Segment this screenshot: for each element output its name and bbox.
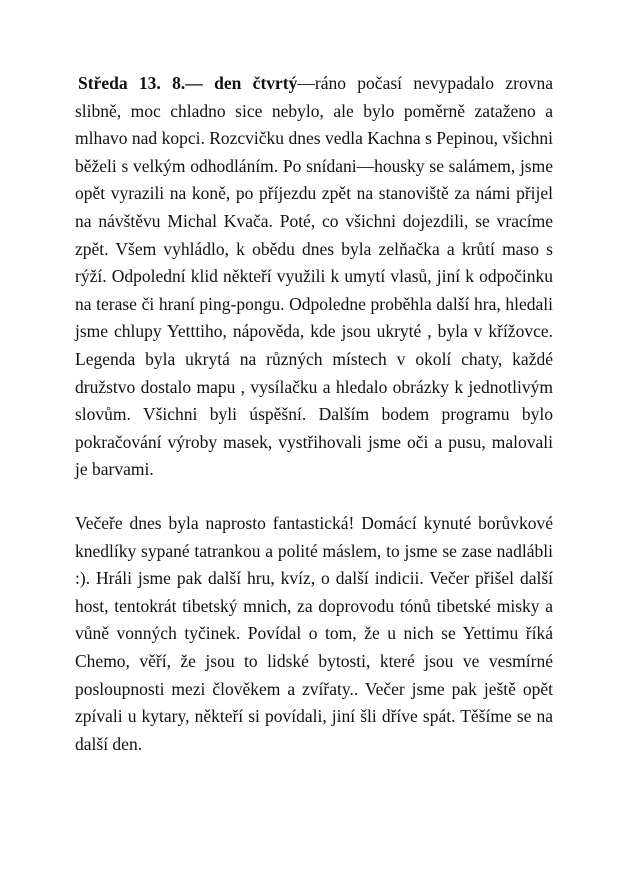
paragraph-1-text: —ráno počasí nevypadalo zrovna slibně, moc chladno sice nebylo, ale bylo poměrně zataženo a mlhavo nad kopci. Rozcvičku dnes vedla Kachna s Pepinou, všichni běželi s velkým odhodláním. Po snídani—housky se salámem, jsme opět vyrazili na koně, po příjezdu zpět na stanoviště za námi přijel na návštěvu Michal Kvača. Poté, co všichni dojezdili, se vracíme zpět. Všem vyhládlo, k obědu dnes byla zelňačka a krůtí maso s rýží. Odpolední klid někteří využili k umytí vlasů, jiní k odpočinku na terase či hraní ping-pongu. Odpoledne proběhla další hra, hledali jsme chlupy Yetttiho, nápověda, kde jsou ukryté , byla v křížovce. Legenda byla ukrytá na různých místech v okolí chaty, každé družstvo dostalo mapu , vysílačku a hledalo obrázky k jednotlivým slovům. Všichni byli úspěšní. Dalším bodem programu bylo pokračování výroby masek, vystřihovali jsme oči a pusu, malovali je barvami. <box>75 73 553 480</box>
day-heading: Středa 13. 8.— den čtvrtý <box>78 73 298 93</box>
diary-paragraph-1 <box>75 70 553 484</box>
paragraph-2-text: Večeře dnes byla naprosto fantastická! Domácí kynuté borůvkové knedlíky sypané tatrankou a polité máslem, to jsme se zase nadlábli :). Hráli jsme pak další hru, kvíz, o další indicii. Večer přišel další host, tentokrát tibetský mnich, za doprovodu tónů tibetské misky a vůně vonných tyčinek. Povídal o tom, že u nich se Yettimu říká Chemo, věří, že jsou to lidské bytosti, které jsou ve vesmírné posloupnosti mezi člověkem a zvířaty.. Večer jsme pak ještě opět zpívali u kytary, někteří si povídali, jiní šli dříve spát. Těšíme se na další den. <box>75 513 553 754</box>
diary-paragraph-2 <box>75 510 553 758</box>
